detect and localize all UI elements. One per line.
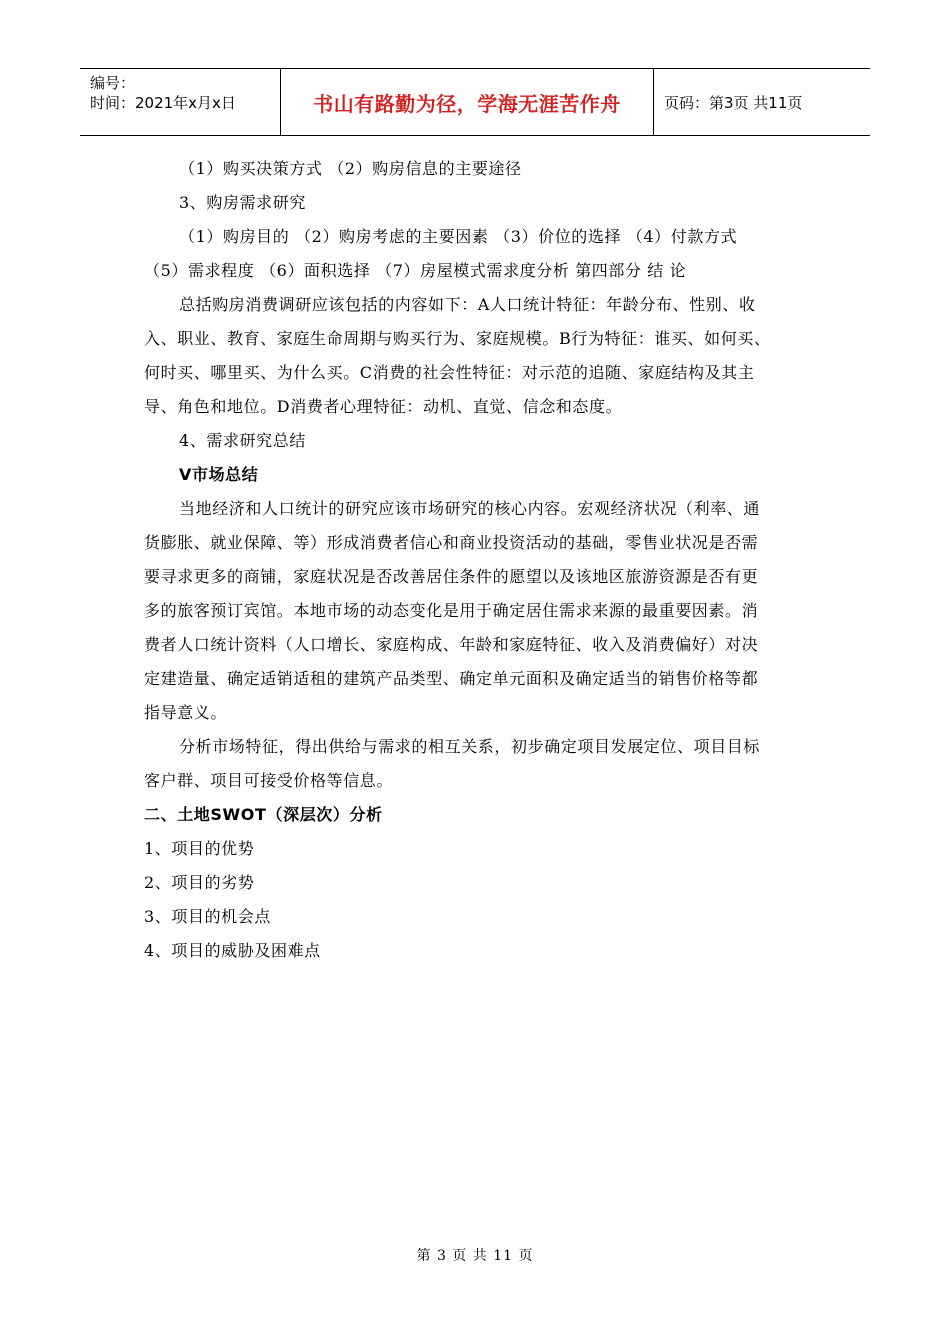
paragraph-line: 费者人口统计资料（人口增长、家庭构成、年龄和家庭特征、收入及消费偏好）对决 [144,635,759,654]
paragraph-line: 多的旅客预订宾馆。本地市场的动态变化是用于确定居住需求来源的最重要因素。消 [144,601,759,620]
header-time-label: 时间：2021年x月x日 [90,94,236,112]
document-header [80,68,870,136]
header-page-label: 页码：第3页 共11页 [664,93,803,112]
paragraph-line: 当地经济和人口统计的研究应该市场研究的核心内容。宏观经济状况（利率、通 [179,499,761,518]
document-body [144,152,820,968]
paragraph-line: 何时买、哪里买、为什么买。C消费的社会性特征：对示范的追随、家庭结构及其主 [144,363,755,382]
page-footer: 第 3 页 共 11 页 [416,1248,534,1264]
paragraph-line: 货膨胀、就业保障、等）形成消费者信心和商业投资活动的基础，零售业状况是否需 [144,533,759,552]
paragraph-line: （5）需求程度 （6）面积选择 （7）房屋模式需求度分析 第四部分 结 论 [144,261,687,280]
paragraph-line: （1）购房目的 （2）购房考虑的主要因素 （3）价位的选择 （4）付款方式 [179,227,738,246]
paragraph-line: 导、角色和地位。D消费者心理特征：动机、直觉、信念和态度。 [144,397,623,416]
section-heading: V市场总结 [179,465,259,484]
list-item: 2、项目的劣势 [144,873,255,892]
list-item: 3、项目的机会点 [144,907,271,926]
header-motto: 书山有路勤为径，学海无涯苦作舟 [281,69,654,135]
header-meta [80,69,281,135]
paragraph-line: 客户群、项目可接受价格等信息。 [144,771,394,790]
section-heading: 4、需求研究总结 [179,431,306,450]
paragraph-line: 入、职业、教育、家庭生命周期与购买行为、家庭规模。B行为特征：谁买、如何买、 [144,329,771,348]
paragraph-line: 分析市场特征，得出供给与需求的相互关系，初步确定项目发展定位、项目目标 [179,737,761,756]
paragraph-line: 定建造量、确定适销适租的建筑产品类型、确定单元面积及确定适当的销售价格等都 [144,669,759,688]
section-heading: 3、购房需求研究 [179,193,306,212]
paragraph-line: （1）购买决策方式 （2）购房信息的主要途径 [179,159,522,178]
list-item: 4、项目的威胁及困难点 [144,941,321,960]
section-heading: 二、土地SWOT（深层次）分析 [144,805,383,824]
paragraph-line: 指导意义。 [144,703,228,722]
paragraph-line: 总括购房消费调研应该包括的内容如下：A人口统计特征：年龄分布、性别、收 [179,295,756,314]
header-number-label: 编号： [90,74,136,92]
list-item: 1、项目的优势 [144,839,255,858]
paragraph-line: 要寻求更多的商铺，家庭状况是否改善居住条件的愿望以及该地区旅游资源是否有更 [144,567,759,586]
